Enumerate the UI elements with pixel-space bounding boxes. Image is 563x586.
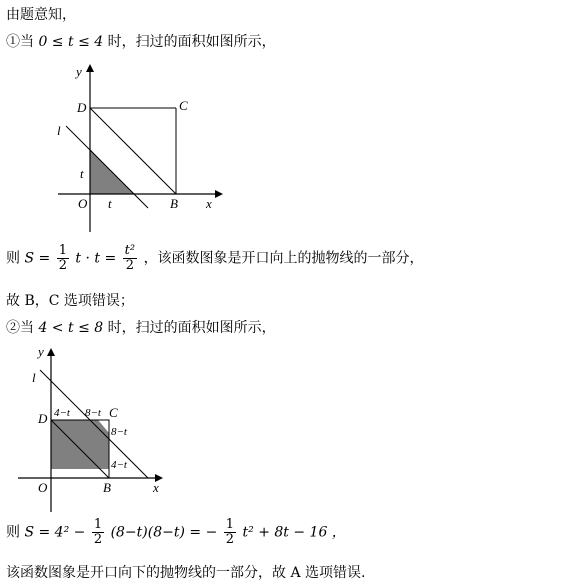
figure2-label-c: C [109, 405, 118, 420]
case1-condition: 0 ≤ t ≤ 4 [38, 34, 104, 50]
case1-marker: ①当 [6, 34, 34, 50]
case2-conclusion: 该函数图象是开口向下的抛物线的一部分，故 A 选项错误. [6, 565, 366, 581]
figure2-label-right-top: 8−t [111, 426, 127, 438]
figure2-label-b: B [103, 480, 111, 495]
case2-formula-prefix: 则 [6, 524, 20, 541]
figure2-label-x: x [153, 480, 159, 495]
case1-formula-lhs: S = [24, 250, 51, 267]
figure2-label-y: y [38, 344, 44, 359]
figure2-label-d: D [38, 411, 48, 426]
figure1-label-x: x [206, 196, 212, 211]
case2-frac1-num: 1 [93, 517, 103, 532]
figure1-label-t-left: t [80, 166, 84, 181]
case1-frac1-den: 2 [58, 258, 67, 273]
case2-fraction-half-a [92, 518, 104, 547]
case2-marker: ②当 [6, 320, 34, 336]
case1-formula [6, 244, 424, 273]
case1-elimination: 故 B，C 选项错误； [6, 293, 134, 309]
case1-frac1-num: 1 [58, 243, 67, 258]
case2-frac2-den: 2 [225, 532, 235, 547]
figure1-diagram [40, 60, 240, 240]
figure1-label-b: B [170, 196, 178, 211]
case2-frac1-den: 2 [93, 532, 103, 547]
intro-text: 由题意知， [6, 7, 76, 23]
case2-formula-tail: t² + 8t − 16 ， [242, 524, 346, 541]
case2-heading [6, 317, 276, 337]
case2-fraction-half-b [224, 518, 236, 547]
case1-conclusion: ，该函数图象是开口向上的抛物线的一部分， [143, 250, 424, 267]
case2-formula-lhs: S = 4² − [24, 524, 86, 541]
figure1-label-c: C [179, 98, 188, 113]
case2-formula [6, 518, 346, 547]
figure1-label-l: l [57, 123, 61, 138]
case1-fraction-half [57, 244, 69, 273]
figure2-diagram [10, 340, 180, 515]
case2-suffix: 时，扫过的面积如图所示， [107, 320, 276, 336]
case2-condition: 4 < t ≤ 8 [38, 320, 104, 336]
case2-formula-mid: (8−t)(8−t) = − [110, 524, 218, 541]
figure2-label-right-bottom: 4−t [111, 459, 127, 471]
figure1-label-d: D [77, 100, 87, 115]
case1-fraction-t2 [123, 244, 137, 273]
figure1-y-arrow [86, 64, 94, 72]
figure2-y-arrow [47, 348, 55, 356]
case1-heading [6, 31, 276, 51]
figure1-label-o: O [78, 196, 88, 211]
case1-formula-prefix: 则 [6, 250, 20, 267]
figure2-shaded-area [51, 420, 109, 469]
case1-suffix: 时，扫过的面积如图所示， [107, 34, 276, 50]
case1-frac2-den: 2 [125, 258, 135, 273]
case1-frac2-num: t² [124, 243, 136, 258]
figure1-label-y: y [76, 64, 82, 79]
figure2-label-top-left: 4−t [54, 407, 70, 419]
case2-frac2-num: 1 [225, 517, 235, 532]
figure1-x-arrow [215, 190, 223, 198]
figure2-label-o: O [38, 480, 48, 495]
case1-formula-mid: t · t = [75, 250, 117, 267]
figure1-label-t-axis: t [108, 196, 112, 211]
figure2-label-top-right: 8−t [85, 407, 101, 419]
figure2-label-l: l [32, 370, 36, 385]
